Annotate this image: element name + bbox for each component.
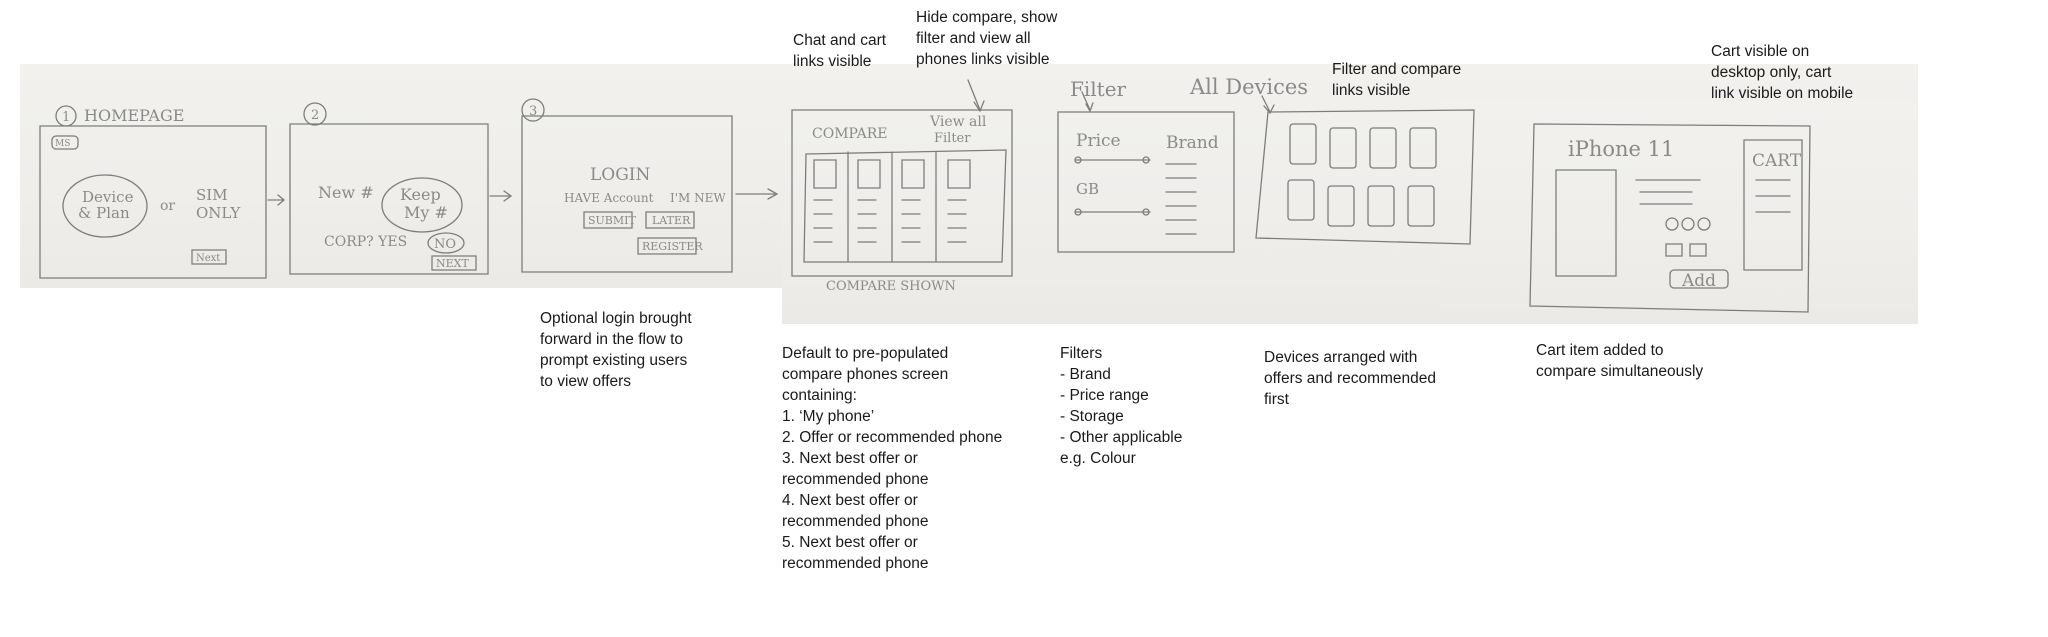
note-cart-item: Cart item added to compare simultaneously — [1536, 342, 1704, 380]
s3-later: LATER — [652, 214, 691, 227]
s1-device-plan: Device — [82, 188, 134, 206]
s4-compare: COMPARE — [812, 126, 888, 142]
screen-filter — [1058, 92, 1234, 252]
note-hide-compare: Hide compare, show filter and view all phones links visible — [916, 9, 1058, 68]
s3-have: HAVE Account — [564, 191, 654, 205]
s3-num: 3 — [529, 104, 538, 119]
s2-new: New # — [318, 183, 374, 202]
s4-filter: Filter — [934, 131, 971, 146]
s7-cart: CART — [1752, 151, 1802, 171]
s6-all: All Devices — [1190, 75, 1309, 99]
s2-num: 2 — [311, 108, 320, 123]
note-devices-arranged: Devices arranged with offers and recommended first — [1264, 349, 1437, 408]
s7-iphone: iPhone 11 — [1568, 137, 1675, 161]
s5-filter: Filter — [1070, 77, 1127, 101]
s1-num: 1 — [62, 110, 71, 125]
note-optional-login: Optional login brought forward in the flow to prompt existing users to view offers — [540, 310, 692, 390]
screen-all-devices — [1256, 96, 1474, 244]
s4-caption: COMPARE SHOWN — [826, 279, 956, 294]
screen-homepage — [40, 106, 284, 278]
s1-or: or — [160, 198, 176, 214]
s1-title: HOMEPAGE — [84, 106, 185, 125]
s3-new: I'M NEW — [670, 191, 726, 205]
s2-corp: CORP? YES — [324, 234, 408, 250]
s3-login: LOGIN — [590, 165, 651, 185]
s2-next: NEXT — [436, 257, 469, 270]
s1-only: ONLY — [196, 204, 241, 222]
note-cart-visible: Cart visible on desktop only, cart link visible on mobile — [1711, 43, 1854, 102]
s7-add: Add — [1682, 271, 1717, 291]
s2-keep: Keep — [400, 185, 441, 204]
screen-compare — [792, 80, 1012, 276]
s1-sim: SIM — [196, 186, 228, 204]
s5-brand: Brand — [1166, 133, 1219, 153]
note-filters: Filters - Brand - Price range - Storage - Other applicable e.g. Colour — [1060, 345, 1183, 467]
s3-submit: SUBMIT — [588, 214, 636, 227]
s1-next: Next — [196, 253, 221, 264]
s5-gb: GB — [1076, 180, 1100, 198]
s3-register: REGISTER — [642, 240, 703, 253]
s2-my: My # — [404, 203, 448, 222]
s5-price: Price — [1076, 131, 1121, 151]
note-chat-cart: Chat and cart links visible — [793, 32, 887, 70]
s4-view-all: View all — [930, 114, 987, 130]
note-filter-compare: Filter and compare links visible — [1332, 61, 1462, 99]
s2-no: NO — [434, 237, 457, 252]
note-default-compare: Default to pre-populated compare phones screen containing: 1. ‘My phone’ 2. Offer or recommended phone 3. Next best offer or recommended phone 4. Next best offer or recommended phone 5. Next best offer or recommended phone — [782, 345, 1003, 572]
s1-badge: MS — [55, 139, 71, 149]
s1-device-plan2: & Plan — [78, 204, 130, 222]
